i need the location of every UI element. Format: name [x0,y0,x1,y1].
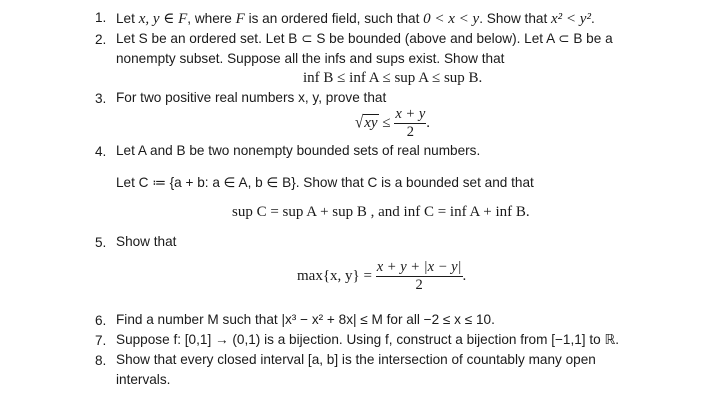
text-run: . Show that [479,11,552,26]
text-run: . [590,11,595,26]
problem-text-line-1: Show that [116,234,177,249]
fraction [376,260,463,293]
text-run: is an ordered field, such that [244,11,424,26]
display-formula [297,260,466,293]
problem-number: 3. [95,91,107,106]
problem-number: 1. [95,10,107,25]
problem-text-line-1: Find a number M such that |x³ − x² + 8x| ≤ M for all −2 ≤ x ≤ 10. [116,312,495,327]
math-run: F [235,11,245,27]
problem-number: 4. [95,144,107,159]
display-formula: sup C = sup A + sup B , and inf C = inf A + inf B. [232,204,530,220]
math-run: x² < y² [551,11,591,27]
problem-text-line-1: Suppose f: [0,1] → (0,1) is a bijection. Using f, construct a bijection from [−1,1] to ℝ. [116,332,620,347]
radicand: xy [364,115,378,132]
display-formula [355,107,430,140]
fraction-denominator: 2 [415,277,423,294]
fraction [394,107,426,140]
math-run: x, y ∈ F [138,11,188,27]
display-formula: inf B ≤ inf A ≤ sup A ≤ sup B. [303,70,483,86]
problem-text-line-1: For two positive real numbers x, y, prove that [116,90,387,105]
square-root [355,115,379,132]
problem-text-line-1: Let A and B be two nonempty bounded sets of real numbers. [116,143,481,158]
problem-text [116,9,595,28]
fraction-denominator: 2 [406,124,414,141]
relation-symbol: ≤ [382,115,391,132]
fraction-numerator: x + y + |x − y| [376,259,462,275]
fraction-numerator: x + y [395,106,426,122]
problem-number: 6. [95,313,107,328]
problem-text-line-1: Let S be an ordered set. Let B ⊂ S be bounded (above and below). Let A ⊂ B be a [116,31,613,46]
text-run: Let [116,11,139,26]
problem-number: 8. [95,353,107,368]
radical-sign-icon: √ [355,113,364,133]
problem-text-line-1: Show that every closed interval [a, b] is the intersection of countably many open [116,352,596,367]
text-run: , where [187,11,236,26]
problem-number: 2. [95,32,107,47]
problem-text-line-2: Let C ≔ {a + b: a ∈ A, b ∈ B}. Show that C is a bounded set and that [116,175,534,190]
formula-lhs: max{x, y} = [297,268,372,285]
problem-number: 5. [95,235,107,250]
period: . [426,115,431,132]
problem-text-line-2: intervals. [116,372,171,387]
math-run: 0 < x < y [423,11,480,27]
period: . [462,268,467,285]
problem-text-line-2: nonempty subset. Suppose all the infs and sups exist. Show that [116,51,505,66]
problem-number: 7. [95,333,107,348]
